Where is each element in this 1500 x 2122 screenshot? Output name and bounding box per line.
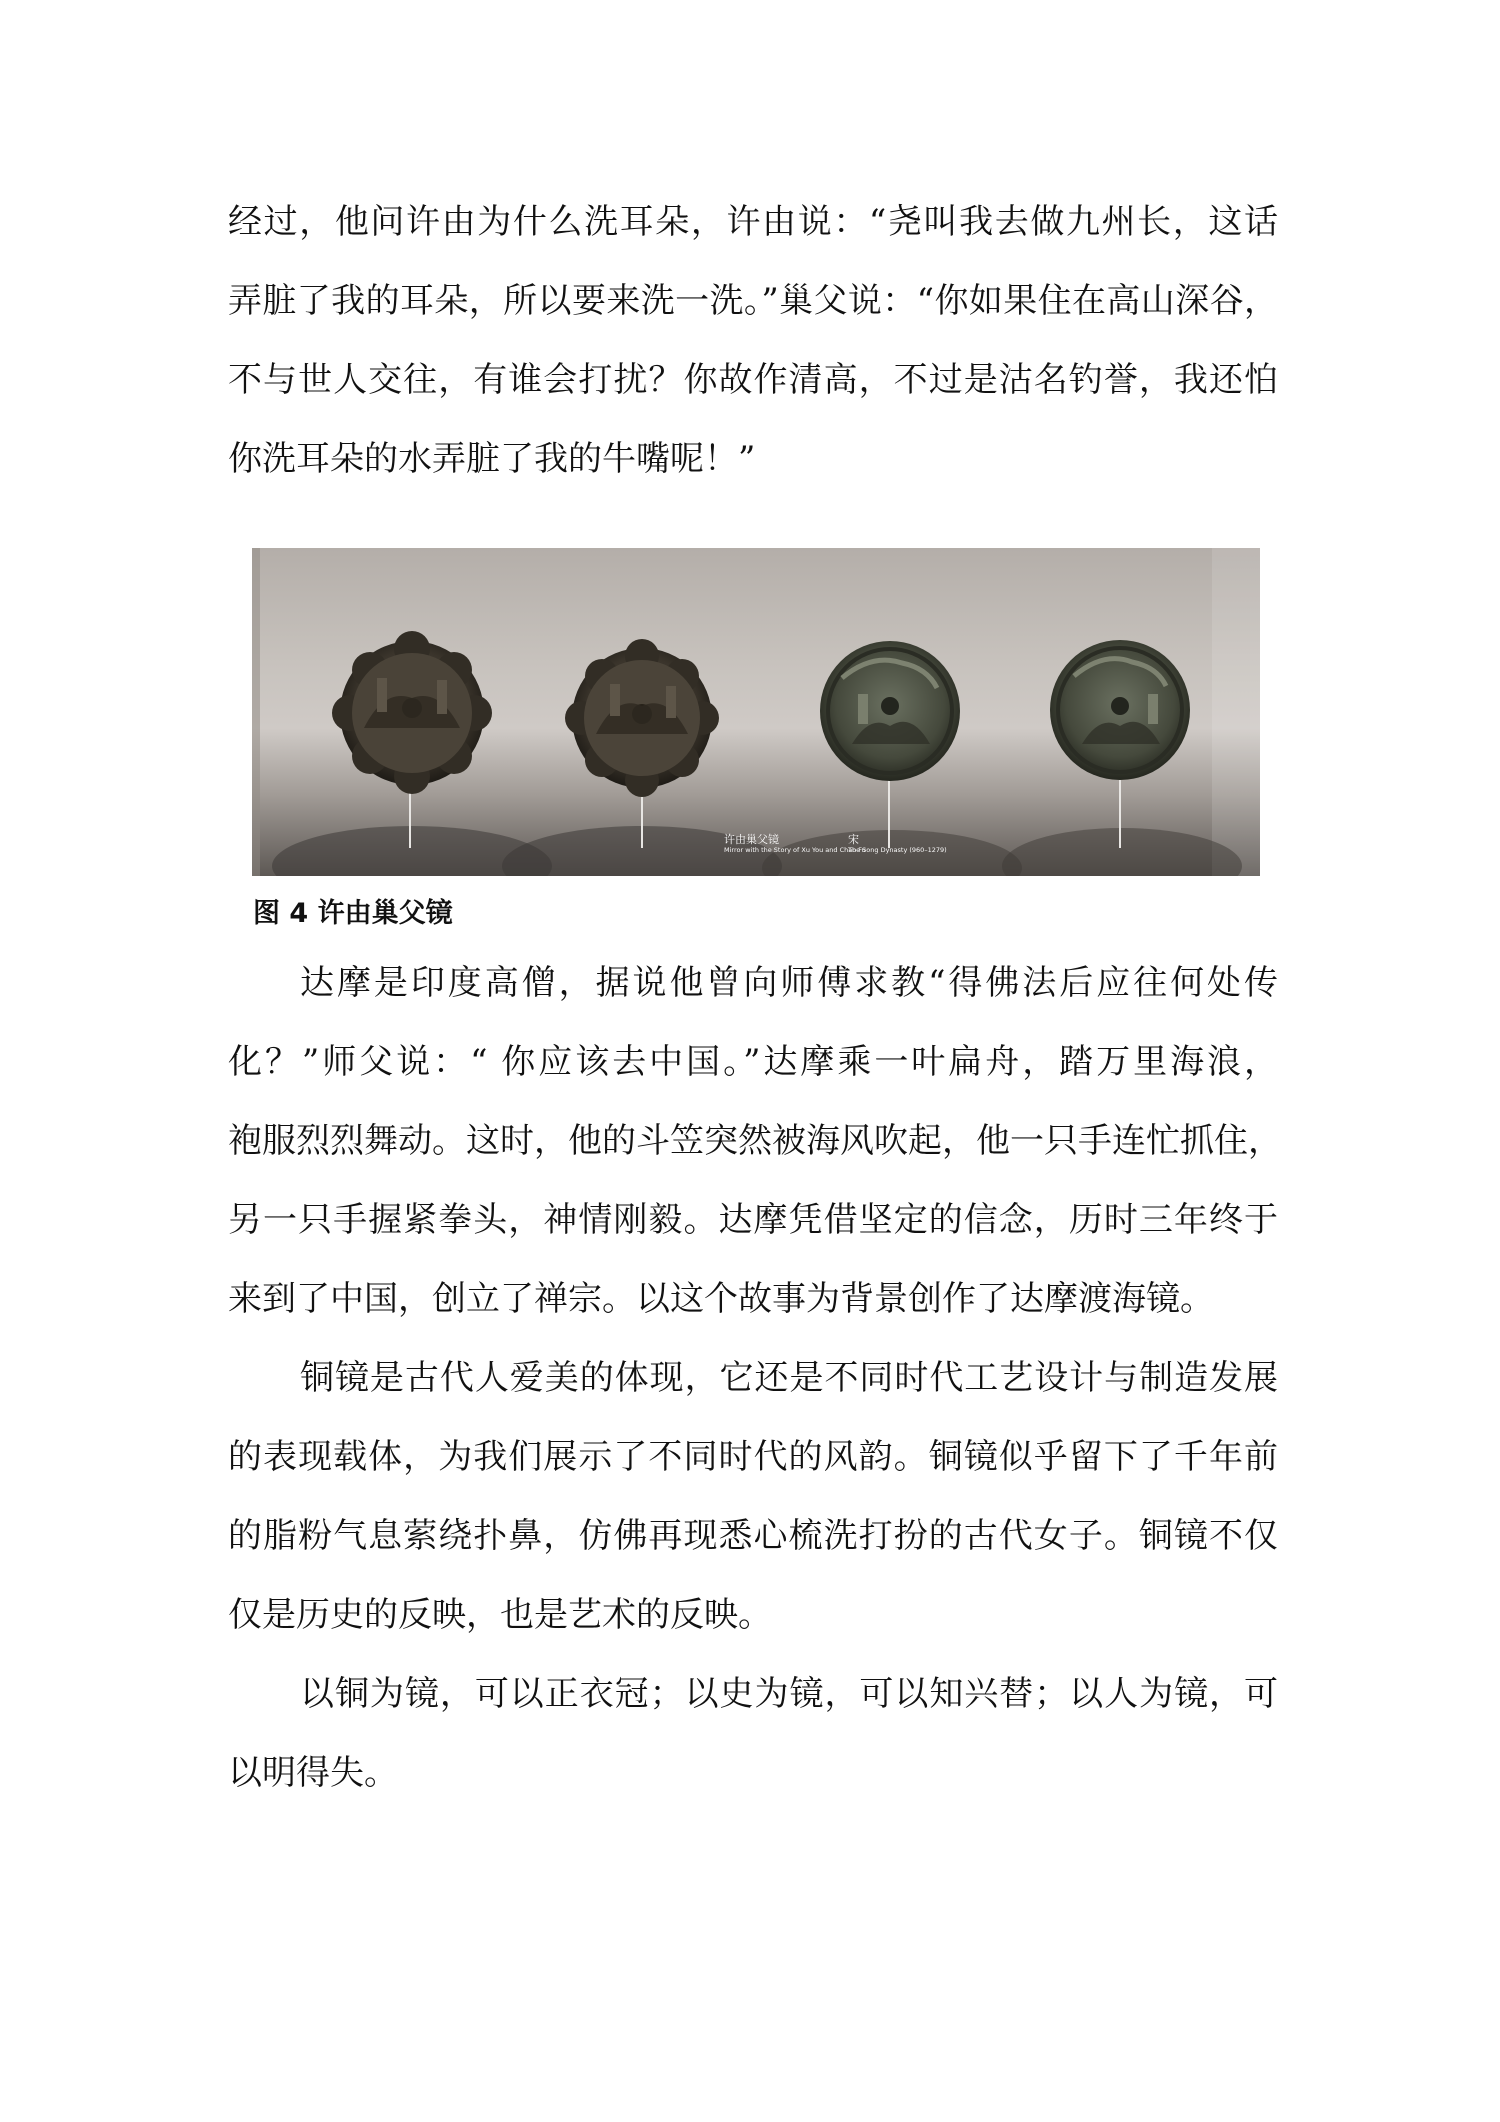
round-mirror-right xyxy=(1050,640,1190,780)
text-line: 达摩是印度高僧，据说他曾向师傅求教“得佛法后应往何处传 xyxy=(300,963,1278,1003)
text-line: 仅是历史的反映，也是艺术的反映。 xyxy=(228,1595,772,1635)
text-line: 你洗耳朵的水弄脏了我的牛嘴呢！” xyxy=(228,439,756,479)
text-line: 的脂粉气息萦绕扑鼻，仿佛再现悉心梳洗打扮的古代女子。铜镜不仅 xyxy=(228,1516,1278,1556)
exhibit-label-period: 宋 xyxy=(848,833,859,846)
text-line: 以明得失。 xyxy=(228,1753,398,1793)
paragraphs-bodhidharma-and-mirrors xyxy=(228,944,1282,1813)
text-line: 铜镜是古代人爱美的体现，它还是不同时代工艺设计与制造发展 xyxy=(300,1358,1278,1398)
lobed-mirror-center-left xyxy=(565,639,719,797)
text-line: 来到了中国，创立了禅宗。以这个故事为背景创作了达摩渡海镜。 xyxy=(228,1279,1214,1319)
paragraph-xu-you-chao-fu xyxy=(228,183,1278,499)
exhibit-label-period-english: The Song Dynasty (960–1279) xyxy=(848,846,947,854)
round-mirror-center-right xyxy=(820,641,960,781)
text-line: 的表现载体，为我们展示了不同时代的风韵。铜镜似乎留下了千年前 xyxy=(228,1437,1278,1477)
lobed-mirror-left xyxy=(332,631,492,794)
text-line: 不与世人交往，有谁会打扰？你故作清高，不过是沽名钓誉，我还怕 xyxy=(228,360,1278,400)
text-line: 弄脏了我的耳朵，所以要来洗一洗。”巢父说：“你如果住在高山深谷， xyxy=(228,281,1278,321)
mirror-photo-illustration xyxy=(252,548,1260,876)
text-line: 另一只手握紧拳头，神情刚毅。达摩凭借坚定的信念，历时三年终于 xyxy=(228,1200,1278,1240)
text-line: 以铜为镜，可以正衣冠；以史为镜，可以知兴替；以人为镜，可 xyxy=(300,1674,1278,1714)
figure-caption: 图 4 许由巢父镜 xyxy=(253,898,453,929)
exhibit-label-title: 许由巢父镜 xyxy=(724,833,779,846)
text-line: 化？”师父说：“ 你应该去中国。”达摩乘一叶扁舟，踏万里海浪， xyxy=(228,1042,1278,1082)
exhibit-label-english: Mirror with the Story of Xu You and Chao Fu xyxy=(724,846,866,854)
mirror-photo xyxy=(252,548,1260,876)
text-line: 经过，他问许由为什么洗耳朵，许由说：“尧叫我去做九州长，这话 xyxy=(228,202,1278,242)
text-line: 袍服烈烈舞动。这时，他的斗笠突然被海风吹起，他一只手连忙抓住， xyxy=(228,1121,1282,1161)
